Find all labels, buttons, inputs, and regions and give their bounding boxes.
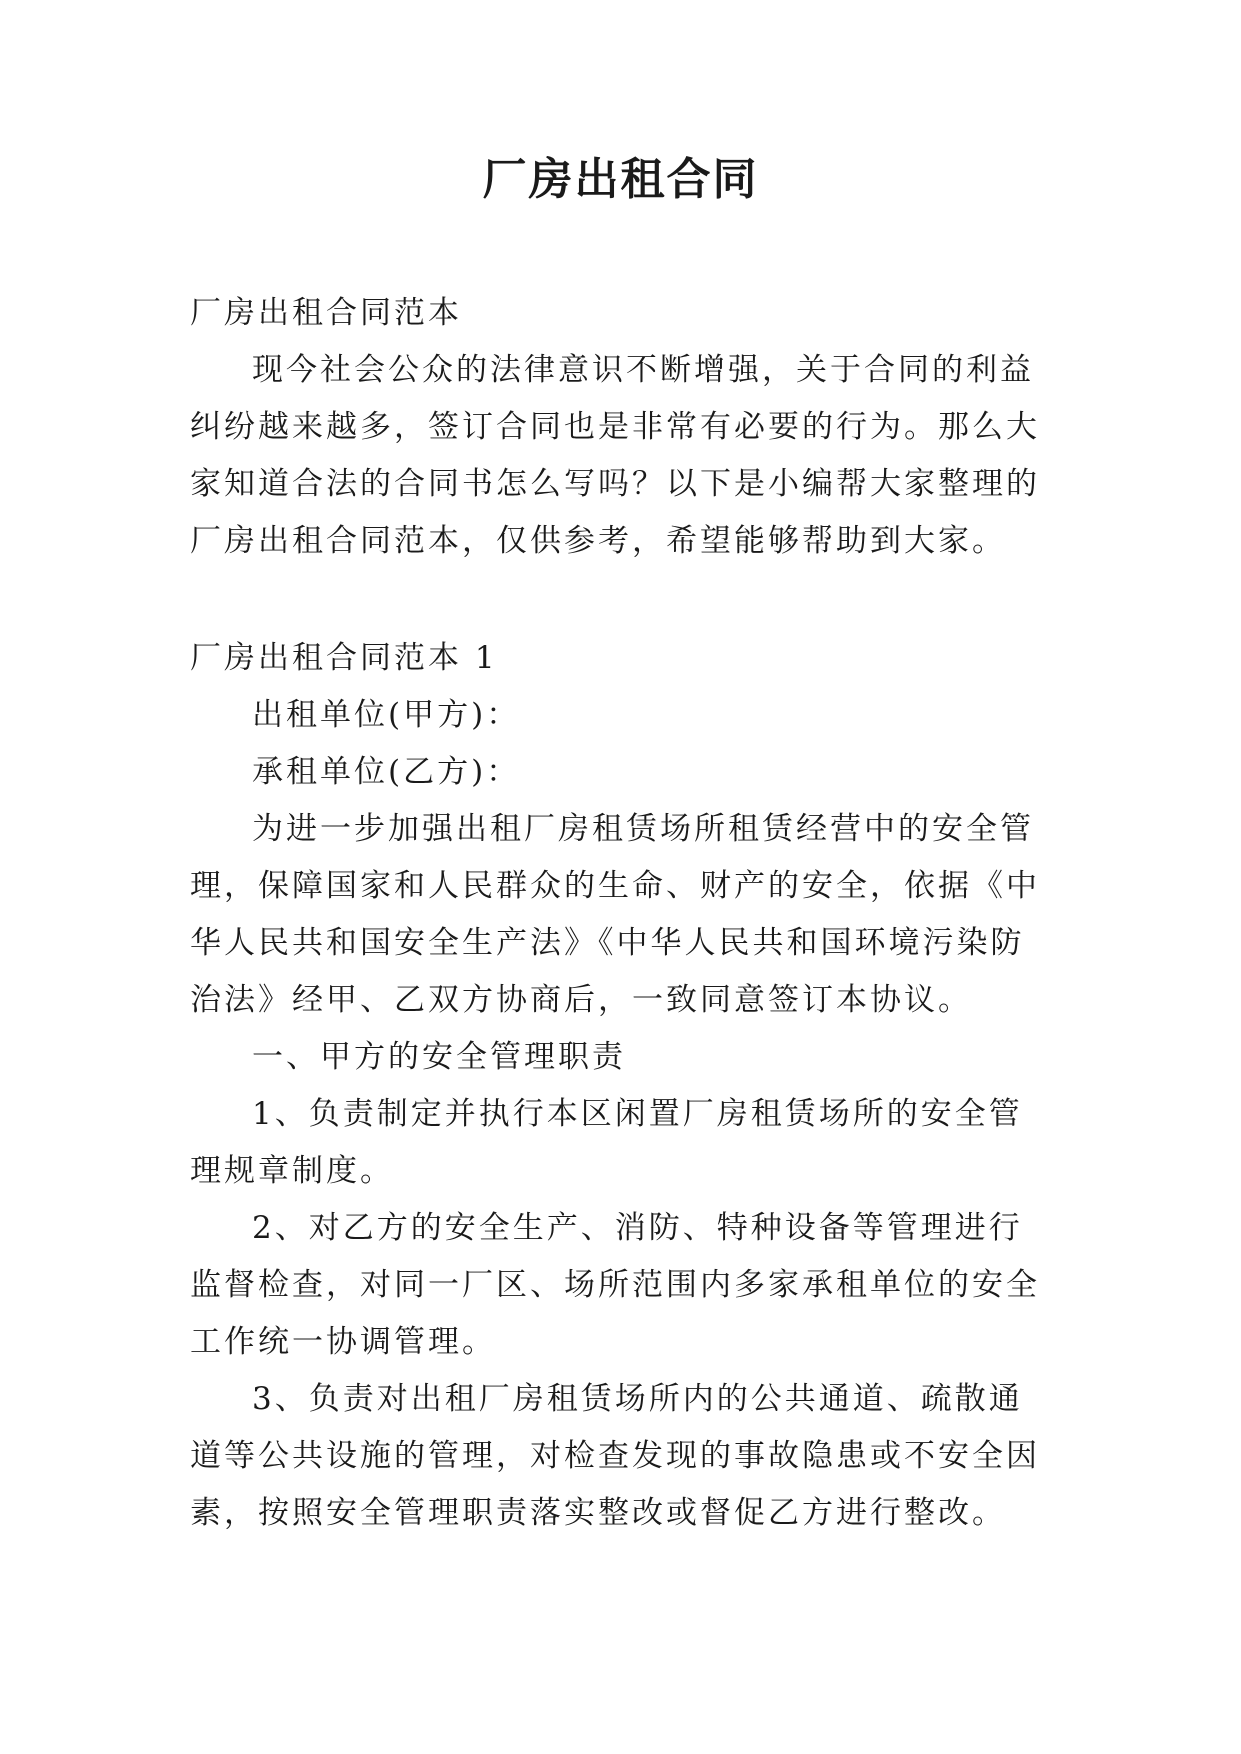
party-a-line: 出租单位(甲方)：: [252, 697, 521, 733]
duty-item-1: 1、负责制定并执行本区闲置厂房租赁场所的安全管理规章制度。: [190, 1096, 1023, 1189]
heading-party-a-duties: 一、甲方的安全管理职责: [252, 1039, 626, 1075]
duty-item-3: 3、负责对出租厂房租赁场所内的公共通道、疏散通道等公共设施的管理，对检查发现的事故隐患或不安全因素，按照安全管理职责落实整改或督促乙方进行整改。: [190, 1381, 1040, 1531]
intro-paragraph: 现今社会公众的法律意识不断增强，关于合同的利益纠纷越来越多，签订合同也是非常有必要的行为。那么大家知道合法的合同书怎么写吗？以下是小编帮大家整理的厂房出租合同范本，仅供参考，希望能够帮助到大家。: [190, 352, 1040, 559]
preamble-paragraph: 为进一步加强出租厂房租赁场所租赁经营中的安全管理，保障国家和人民群众的生命、财产的安全，依据《中华人民共和国安全生产法》《中华人民共和国环境污染防治法》经甲、乙双方协商后，一致同意签订本协议。: [190, 811, 1040, 1018]
document-title: 厂房出租合同: [482, 154, 759, 205]
party-b-line: 承租单位(乙方)：: [252, 754, 521, 790]
document-body: [190, 285, 1052, 1542]
duty-item-2: 2、对乙方的安全生产、消防、特种设备等管理进行监督检查，对同一厂区、场所范围内多家承租单位的安全工作统一协调管理。: [190, 1210, 1040, 1360]
section-title: 厂房出租合同范本 1: [190, 640, 498, 676]
paragraph-gap: [190, 570, 1052, 630]
subtitle: 厂房出租合同范本: [190, 295, 462, 331]
